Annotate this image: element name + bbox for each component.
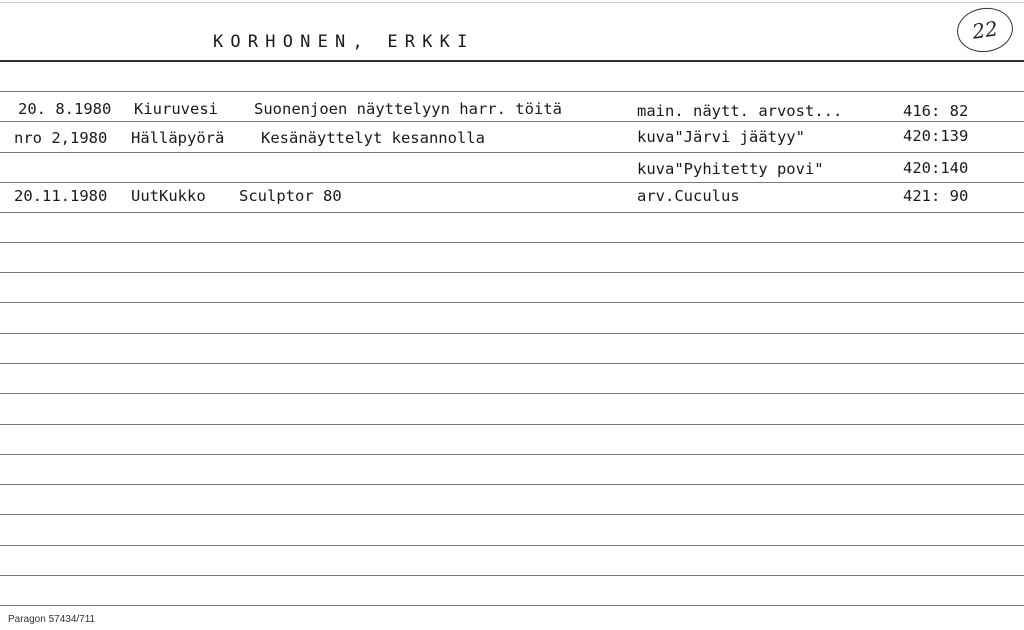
entry-event: Kesänäyttelyt kesannolla — [261, 129, 485, 147]
card-number: 22 — [970, 16, 1000, 44]
entry-ref: 416: 82 — [903, 102, 969, 120]
card-number-circle — [954, 4, 1016, 55]
printer-imprint: Paragon 57434/711 — [8, 614, 96, 625]
ruled-line — [0, 393, 1024, 394]
ruled-line — [0, 302, 1024, 303]
entry-note: kuva"Järvi jäätyy" — [637, 128, 805, 146]
ruled-line — [0, 272, 1024, 273]
entry-note: kuva"Pyhitetty povi" — [637, 160, 824, 178]
ruled-line — [0, 575, 1024, 576]
entry-place: Hälläpyörä — [131, 129, 225, 147]
ruled-line — [0, 242, 1024, 243]
entry-note: arv.Cuculus — [637, 187, 740, 205]
top-edge-rule — [0, 2, 1024, 3]
entry-date: nro 2,1980 — [14, 129, 108, 147]
ruled-line — [0, 121, 1024, 122]
ruled-line — [0, 152, 1024, 153]
ruled-line — [0, 212, 1024, 213]
ruled-line — [0, 514, 1024, 515]
ruled-line — [0, 363, 1024, 364]
ruled-line — [0, 545, 1024, 546]
card-title: KORHONEN, ERKKI — [213, 32, 475, 52]
entry-note: main. näytt. arvost... — [637, 102, 843, 120]
entry-date: 20. 8.1980 — [18, 100, 112, 118]
entry-ref: 420:140 — [903, 159, 969, 177]
ruled-line — [0, 333, 1024, 334]
entry-ref: 420:139 — [903, 127, 969, 145]
ruled-line — [0, 182, 1024, 183]
entry-ref: 421: 90 — [903, 187, 969, 205]
entry-place: UutKukko — [131, 187, 206, 205]
entry-place: Kiuruvesi — [134, 100, 218, 118]
ruled-line — [0, 424, 1024, 425]
entry-event: Sculptor 80 — [239, 187, 342, 205]
ruled-line — [0, 91, 1024, 92]
header-rule — [0, 60, 1024, 62]
entry-date: 20.11.1980 — [14, 187, 108, 205]
ruled-line — [0, 454, 1024, 455]
entry-event: Suonenjoen näyttelyyn harr. töitä — [254, 100, 562, 118]
ruled-line — [0, 605, 1024, 606]
ruled-line — [0, 484, 1024, 485]
